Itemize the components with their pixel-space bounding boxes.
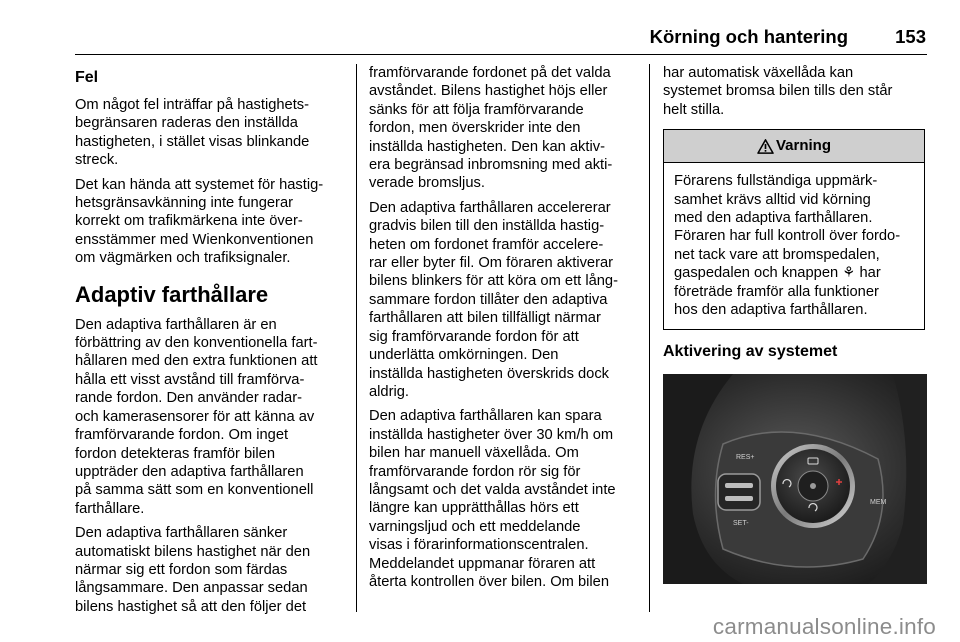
col2-paragraph-2 [369, 199, 635, 401]
text-line: era begränsad inbromsning med akti- [369, 157, 613, 174]
text-line: net tack vare att bromspedalen, [674, 246, 880, 263]
text-line: längre kan upprätthållas hörs ett [369, 500, 579, 517]
text-line: farthållaren att bilen tillfälligt närmar [369, 310, 601, 327]
text-line: Den adaptiva farthållaren är en [75, 316, 277, 333]
text-line: rar eller byter fil. Om föraren aktiverar [369, 255, 614, 272]
text-line: och kamerasensorer för att känna av [75, 408, 315, 425]
text-line: samhet krävs alltid vid körning [674, 191, 871, 208]
text-line: underlätta omkörningen. Den [369, 347, 559, 364]
warning-title: Varning [775, 137, 831, 155]
col2-paragraph-1 [369, 64, 635, 193]
text-line: Om något fel inträffar på hastighets- [75, 97, 310, 113]
text-line: rande fordon. Den använder radar- [75, 390, 302, 407]
text-line: automatiskt bilens hastighet när den [75, 543, 311, 560]
text-line: Föraren har full kontroll över fordo- [674, 228, 901, 245]
steering-wheel-controls-photo [663, 374, 927, 584]
header-rule [75, 54, 927, 55]
text-line: bilen har manuell växellåda. Om [369, 445, 579, 462]
text-line: avståndet. Bilens hastighet höjs eller [369, 83, 608, 100]
text-line: begränsaren raderas den inställda [75, 115, 298, 132]
text-line: långsamt och det valda avståndet inte [369, 481, 616, 498]
text-line: Den adaptiva farthållaren accelererar [369, 199, 611, 216]
text-line: har automatisk växellåda kan [663, 65, 854, 81]
text-line: fordon detekteras framför bilen [75, 445, 276, 462]
text-line: sammare fordon tillåter den adaptiva [369, 291, 608, 308]
text-line: framförvarande fordon rör sig för [369, 463, 581, 480]
text-line: aldrig. [369, 383, 410, 400]
text-line: heten om fordonet framför accelere- [369, 236, 604, 253]
col3-paragraph-1 [663, 64, 927, 119]
set-minus-label: SET- [733, 520, 749, 528]
text-line: verade bromsljus. [369, 175, 485, 192]
text-line: Det kan hända att systemet för hastig- [75, 176, 324, 193]
page-header-title: Körning och hantering [649, 26, 848, 47]
text-line: inställda hastigheten. Den kan aktiv- [369, 138, 605, 155]
text-line: förbättring av den konventionella fart- [75, 335, 318, 352]
column-3 [663, 64, 927, 584]
text-line: varningsljud och ett meddelande [369, 518, 581, 535]
text-line: bilens hastighet så att den följer det [75, 598, 307, 615]
text-line: återta kontrollen över bilen. Om bilen [369, 573, 610, 590]
text-line: helt stilla. [663, 101, 725, 118]
subheading-activation: Aktivering av systemet [663, 343, 838, 361]
text-line: ensstämmer med Wienkonventionen [75, 231, 314, 248]
text-line: hålla ett visst avstånd till framförva- [75, 371, 305, 388]
text-line: företräde framför alla funktioner [674, 283, 879, 300]
text-line: systemet bromsa bilen tills den står [663, 83, 893, 100]
text-line: närmar sig ett fordon som färdas [75, 561, 288, 578]
text-line: inställda hastigheten överskrids dock [369, 365, 610, 382]
text-line: Den adaptiva farthållaren sänker [75, 525, 288, 542]
column-divider-2 [649, 64, 650, 612]
text-line: Den adaptiva farthållaren kan spara [369, 408, 602, 425]
fel-paragraph-2 [75, 176, 345, 268]
text-line: streck. [75, 152, 119, 169]
res-plus-label: RES+ [736, 454, 755, 462]
column-1 [75, 64, 345, 622]
text-line: om vägmärken och trafiksignaler. [75, 250, 291, 267]
warning-triangle-icon [757, 139, 774, 154]
watermark: carmanualsonline.info [712, 614, 936, 639]
adaptive-paragraph-1 [75, 316, 345, 518]
warning-header [664, 130, 924, 163]
text-line: korrekt om trafikmärkena inte över- [75, 213, 303, 230]
text-line: uppträder den adaptiva farthållaren [75, 463, 304, 480]
text-line: framförvarande fordon. Om inget [75, 427, 289, 444]
text-line: hetsgränsavkänning inte fungerar [75, 195, 294, 212]
text-line: på samma sätt som en konventionell [75, 482, 314, 499]
text-line: inställda hastigheter över 30 km/h om [369, 426, 614, 443]
text-line: fordon, men överskrider inte den [369, 120, 581, 137]
text-line: hos den adaptiva farthållaren. [674, 302, 868, 319]
fel-heading: Fel [75, 69, 99, 86]
fel-paragraph-1 [75, 96, 345, 170]
adaptive-paragraph-2 [75, 524, 345, 616]
text-line: sänks för att följa framförvarande [369, 101, 584, 118]
text-line: gradvis bilen till den inställda hastig- [369, 218, 605, 235]
text-line: hastigheten, i stället visas blinkande [75, 133, 310, 150]
text-line: med den adaptiva farthållaren. [674, 210, 873, 227]
warning-body [664, 163, 924, 329]
text-line: bilens blinkers för att köra om ett lång- [369, 273, 618, 290]
text-line: hållaren med den extra funktionen att [75, 353, 318, 370]
text-line: gaspedalen och knappen ⚘ har [674, 265, 881, 282]
text-line: farthållare. [75, 500, 145, 517]
text-line: Förarens fullständiga uppmärk- [674, 173, 878, 190]
text-line: sig framförvarande fordon för att [369, 328, 579, 345]
mem-label: MEM [870, 499, 887, 507]
page-number: 153 [895, 26, 926, 47]
text-line: Meddelandet uppmanar föraren att [369, 555, 596, 572]
text-line: visas i förarinformationscentralen. [369, 537, 589, 554]
warning-box [663, 129, 925, 330]
section-heading-adaptive-cruise: Adaptiv farthållare [75, 281, 269, 307]
column-divider-1 [356, 64, 357, 612]
column-2 [369, 64, 635, 597]
text-line: långsammare. Den anpassar sedan [75, 580, 308, 597]
col2-paragraph-3 [369, 407, 635, 591]
text-line: framförvarande fordonet på det valda [369, 65, 611, 81]
